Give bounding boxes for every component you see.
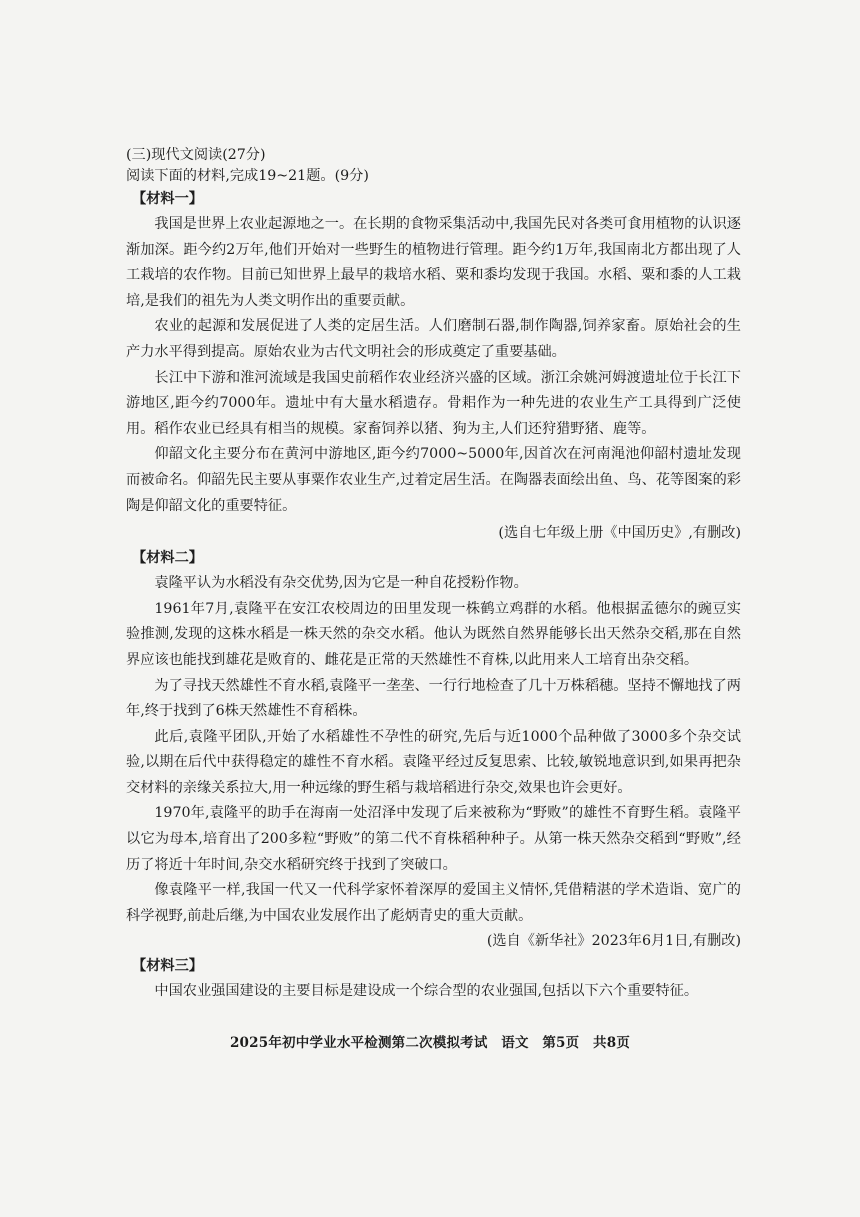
material-1-paragraph: 仰韶文化主要分布在黄河中游地区,距今约7000~5000年,因首次在河南渑池仰韶村遗址发现而被命名。仰韶先民主要从事粟作农业生产,过着定居生活。在陶器表面绘出鱼、鸟、花等图案的彩陶是仰韶文化的重要特征。	[126, 446, 741, 514]
section-title: (三)现代文阅读(27分)	[126, 147, 266, 163]
material-3-label: 【材料三】	[132, 958, 203, 975]
material-3-paragraph: 中国农业强国建设的主要目标是建设成一个综合型的农业强国,包括以下六个重要特征。	[154, 983, 699, 1000]
material-1-paragraph: 长江中下游和淮河流域是我国史前稻作农业经济兴盛的区域。浙江余姚河姆渡遗址位于长江下游地区,距今约7000年。遗址中有大量水稻遗存。骨耜作为一种先进的农业生产工具得到广泛使用。稻作农业已经具有相当的规模。家畜饲养以猪、狗为主,人们还狩猎野猪、鹿等。	[126, 369, 741, 437]
reading-section	[126, 145, 741, 1005]
material-1-label: 【材料一】	[132, 191, 203, 207]
material-1-paragraph: 我国是世界上农业起源地之一。在长期的食物采集活动中,我国先民对各类可食用植物的认识逐渐加深。距今约2万年,他们开始对一些野生的植物进行管理。距今约1万年,我国南北方都出现了人工栽培的农作物。目前已知世界上最早的栽培水稻、粟和黍均发现于我国。水稻、粟和黍的人工栽培,是我们的祖先为人类文明作出的重要贡献。	[126, 216, 741, 309]
material-2-source: (选自《新华社》2023年6月1日,有删改)	[486, 933, 741, 950]
material-2-paragraph: 1961年7月,袁隆平在安江农校周边的田里发现一株鹤立鸡群的水稻。他根据孟德尔的豌豆实验推测,发现的这株水稻是一株天然的杂交水稻。他认为既然自然界能够长出天然杂交稻,那在自然界应该也能找到雄花是败育的、雌花是正常的天然雄性不育株,以此用来人工培育出杂交稻。	[126, 600, 741, 668]
instruction: 阅读下面的材料,完成19~21题。(9分)	[126, 168, 369, 184]
material-2-paragraph: 为了寻找天然雄性不育水稻,袁隆平一垄垄、一行行地检查了几十万株稻穗。坚持不懈地找了两年,终于找到了6株天然雄性不育稻株。	[126, 677, 741, 720]
material-2-paragraph: 像袁隆平一样,我国一代又一代科学家怀着深厚的爱国主义情怀,凭借精湛的学术造诣、宽广的科学视野,前赴后继,为中国农业发展作出了彪炳青史的重大贡献。	[126, 882, 741, 924]
page-footer: 2025年初中学业水平检测第二次模拟考试 语文 第5页 共8页	[229, 1035, 631, 1051]
material-1-source: (选自七年级上册《中国历史》,有删改)	[498, 525, 741, 542]
material-1-paragraph: 农业的起源和发展促进了人类的定居生活。人们磨制石器,制作陶器,饲养家畜。原始社会的生产力水平得到提高。原始农业为古代文明社会的形成奠定了重要基础。	[126, 318, 741, 360]
material-2-paragraph: 此后,袁隆平团队,开始了水稻雄性不孕性的研究,先后与近1000个品种做了3000多个杂交试验,以期在后代中获得稳定的雄性不育水稻。袁隆平经过反复思索、比较,敏锐地意识到,如果再把杂交材料的亲缘关系拉大,用一种远缘的野生稻与栽培稻进行杂交,效果也许会更好。	[126, 728, 741, 796]
material-2-paragraph: 袁隆平认为水稻没有杂交优势,因为它是一种自花授粉作物。	[154, 575, 528, 592]
material-2-label: 【材料二】	[132, 550, 203, 567]
material-2-paragraph: 1970年,袁隆平的助手在海南一处沼泽中发现了后来被称为“野败”的雄性不育野生稻。袁隆平以它为母本,培育出了200多粒“野败”的第二代不育株稻种种子。从第一株天然杂交稻到“野败”,经历了将近十年时间,杂交水稻研究终于找到了突破口。	[126, 805, 741, 873]
